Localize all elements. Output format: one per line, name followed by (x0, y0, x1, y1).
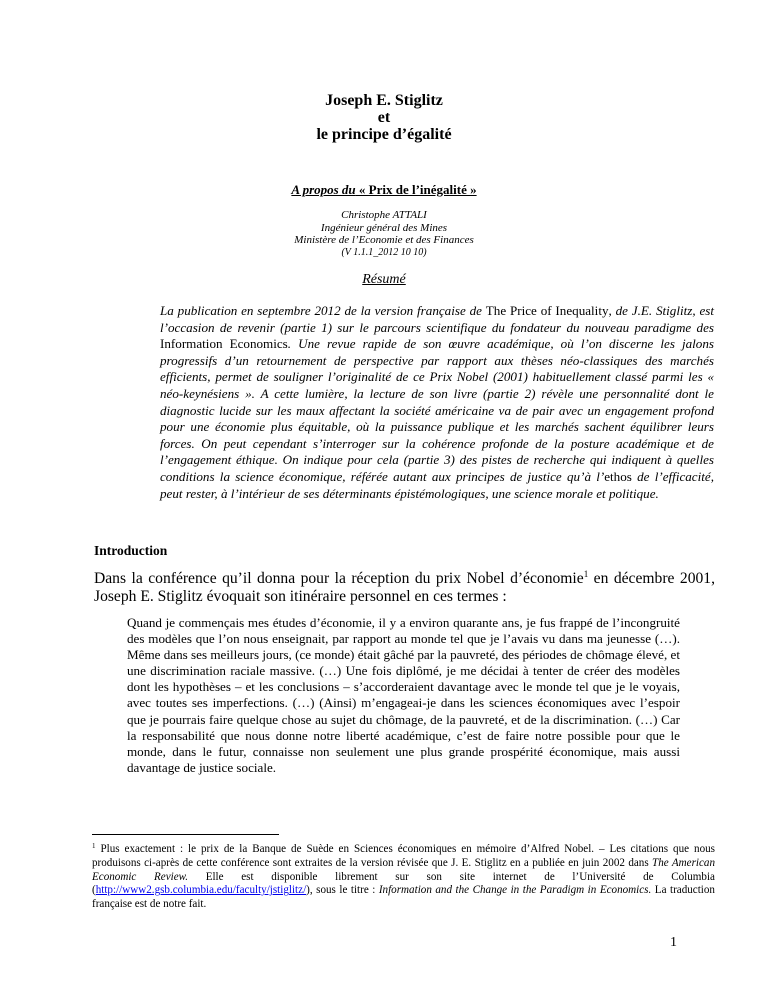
footnote-1 (92, 843, 715, 912)
document-version: (V 1.1.1_2012 10 10) (341, 246, 427, 258)
footnote-text: Elle est disponible librement sur son site internet de l’Université de Columbia ( (92, 870, 715, 897)
book-title: The Price of Inequality (485, 303, 609, 318)
author-role: Ingénieur général des Mines (320, 221, 448, 234)
title-line-3: le principe d’égalité (316, 126, 452, 143)
author-block (0, 209, 768, 259)
document-title (0, 92, 768, 143)
abstract-text (160, 303, 714, 502)
footnote-text: La traduction française est de notre fait. (92, 884, 715, 911)
title-line-2: et (377, 109, 391, 126)
abstract-seg: de l’efficacité, peut rester, à l’intérieur de ses déterminants épistémologiques, une science morale et politique. (160, 468, 714, 501)
author-name: Christophe ATTALI (341, 209, 427, 221)
intro-paragraph (94, 570, 715, 605)
ethos-term: ethos (604, 468, 632, 484)
footnote-text: ), sous le titre : (306, 884, 379, 897)
footnote-separator (92, 834, 279, 835)
subtitle-italic: A propos du (291, 182, 356, 197)
columbia-link[interactable]: http://www2.gsb.columbia.edu/faculty/jstiglitz/ (95, 884, 307, 897)
subtitle-bold: « Prix de l’inégalité » (355, 182, 477, 197)
field-name: Information Economics (160, 336, 288, 352)
abstract-seg: . Une revue rapide de son œuvre académique, où l’on discerne les jalons progressifs d’un retournement de perspective par rapport aux thèses néo-classiques des marchés efficients, permet de souligner l’originalité de ce Prix Nobel (2001) habituellement classé parmi les « néo-keynésiens ». A cette lumière, la lecture de son livre (partie 2) révèle une personnalité dont le diagnostic lucide sur les maux affectant la société américaine va de pair avec un engagement profond pour une économie plus équitable, où la puissance publique et les marchés sachent équilibrer leurs forces. On peut cependant s’interroger sur la cohérence profonde de la posture académique et de l’engagement éthique. On indique pour cela (partie 3) des pistes de recherche qui indiquent à quelles conditions la science économique, référée autant aux principes de justice qu’à l’ (160, 336, 714, 484)
paragraph-text: Dans la conférence qu’il donna pour la réception du prix Nobel d’économie (94, 570, 584, 587)
document-subtitle (0, 182, 768, 198)
paper-title: Information and the Change in the Paradigm in Economics. (378, 884, 652, 897)
block-quote: Quand je commençais mes études d’économie, il y a environ quarante ans, je fus frappé de l’incongruité des modèles que l’on nous enseignait, par rapport au monde tel que je l’avais vu dans ma jeunesse (…). Même dans ses meilleurs jours, (ce monde) était gâché par la pauvreté, des périodes de chômage élevé, et une discrimination raciale massive. (…) Une fois diplômé, je me décidai à tenter de créer des modèles dont les hypothèses – et les conclusions – s’accorderaient davantage avec le monde tel que je le voyais, avec toutes ses imperfections. (…) (Ainsi) m’engageai-je dans les sciences économiques avec l’espoir que je pourrais faire quelque chose au sujet du chômage, de la pauvreté, et de la discrimination. (…) Car la responsabilité que nous donne notre liberté académique, c’est de faire notre possible pour que le monde, dans le futur, connaisse non seulement une plus grande prospérité économique, mais aussi davantage de justice sociale. (127, 615, 680, 775)
section-heading-introduction: Introduction (94, 543, 168, 558)
footnote-text: Plus exactement : le prix de la Banque de Suède en Sciences économiques en mémoire d’Alfred Nobel. – Les citations que nous produisons ci-après de cette conférence sont extraites de la version révisée que J. E. Stiglitz en a publiée en juin 2002 dans (92, 843, 715, 869)
abstract-seg: , de J.E. Stiglitz, est l’occasion de revenir (partie 1) sur le parcours scientifique du fondateur du nouveau paradigme des (160, 303, 715, 335)
paragraph-text: en décembre 2001, Joseph E. Stiglitz évoquait son itinéraire personnel en ces termes : (94, 570, 715, 605)
abstract-heading: Résumé (362, 272, 406, 287)
page-number: 1 (670, 935, 677, 950)
author-institution: Ministère de l’Economie et des Finances (294, 234, 474, 246)
journal-title: The American Economic Review. (92, 856, 716, 883)
title-line-1: Joseph E. Stiglitz (325, 92, 443, 109)
footnote-number: 1 (92, 842, 96, 850)
footnote-ref[interactable]: 1 (583, 569, 589, 579)
abstract-seg: La publication en septembre 2012 de la version française de (160, 303, 486, 318)
